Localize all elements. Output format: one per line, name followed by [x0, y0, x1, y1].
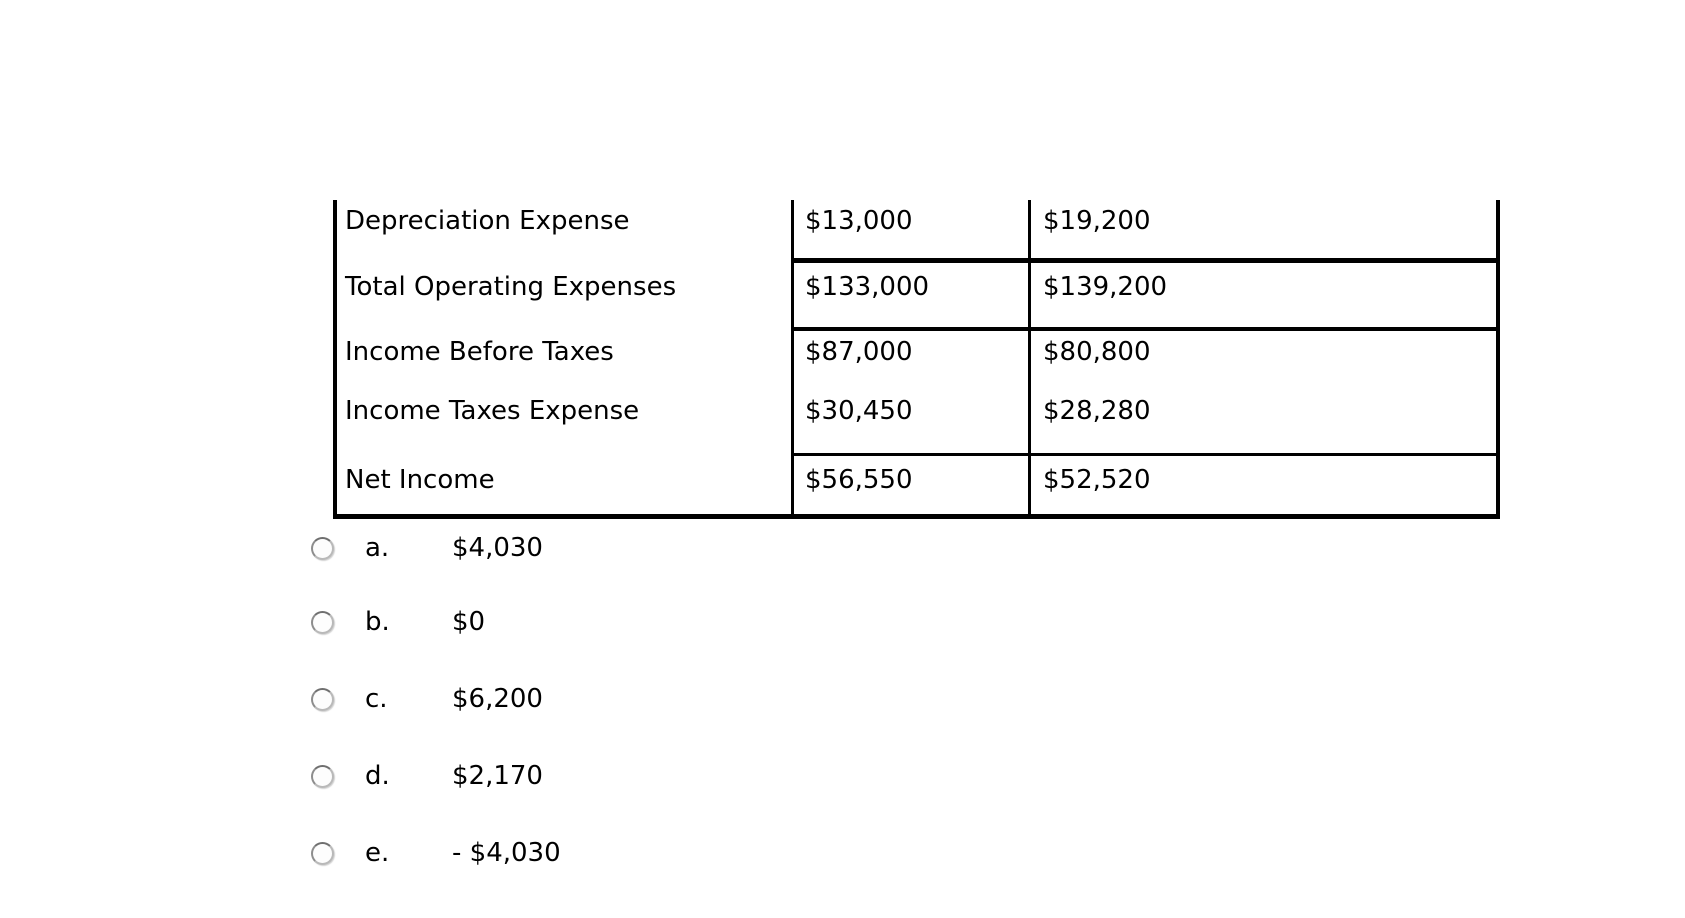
table-rule-below-row2: [791, 327, 1500, 331]
option-d-letter: d.: [365, 761, 390, 791]
table-rule-below-row1: [791, 258, 1500, 263]
option-c-value: $6,200: [452, 684, 543, 714]
row-value-col2: $19,200: [1043, 206, 1151, 236]
row-value-col1: $56,550: [805, 465, 913, 495]
row-value-col1: $87,000: [805, 337, 913, 367]
row-value-col1: $13,000: [805, 206, 913, 236]
table-column-separator-2: [1028, 200, 1031, 519]
row-value-col2: $80,800: [1043, 337, 1151, 367]
row-value-col1: $133,000: [805, 272, 930, 302]
table-border-left: [333, 200, 337, 519]
row-value-col1: $30,450: [805, 396, 913, 426]
option-c-radio[interactable]: [311, 688, 334, 711]
option-a-value: $4,030: [452, 533, 543, 563]
option-e-radio[interactable]: [311, 842, 334, 865]
row-label: Income Taxes Expense: [345, 396, 640, 426]
row-label: Income Before Taxes: [345, 337, 614, 367]
option-b-letter: b.: [365, 607, 390, 637]
table-rule-above-net-income: [791, 453, 1500, 456]
row-value-col2: $28,280: [1043, 396, 1151, 426]
row-label: Net Income: [345, 465, 495, 495]
option-c-letter: c.: [365, 684, 388, 714]
option-d-radio[interactable]: [311, 765, 334, 788]
option-a-letter: a.: [365, 533, 390, 563]
table-border-bottom: [333, 514, 1500, 519]
option-e-letter: e.: [365, 838, 390, 868]
table-border-right: [1496, 200, 1500, 519]
option-b-radio[interactable]: [311, 611, 334, 634]
row-value-col2: $52,520: [1043, 465, 1151, 495]
option-d-value: $2,170: [452, 761, 543, 791]
option-a-radio[interactable]: [311, 537, 334, 560]
option-b-value: $0: [452, 607, 486, 637]
table-column-separator-1: [791, 200, 794, 519]
row-label: Total Operating Expenses: [345, 272, 677, 302]
row-value-col2: $139,200: [1043, 272, 1168, 302]
option-e-value: - $4,030: [452, 838, 561, 868]
row-label: Depreciation Expense: [345, 206, 630, 236]
